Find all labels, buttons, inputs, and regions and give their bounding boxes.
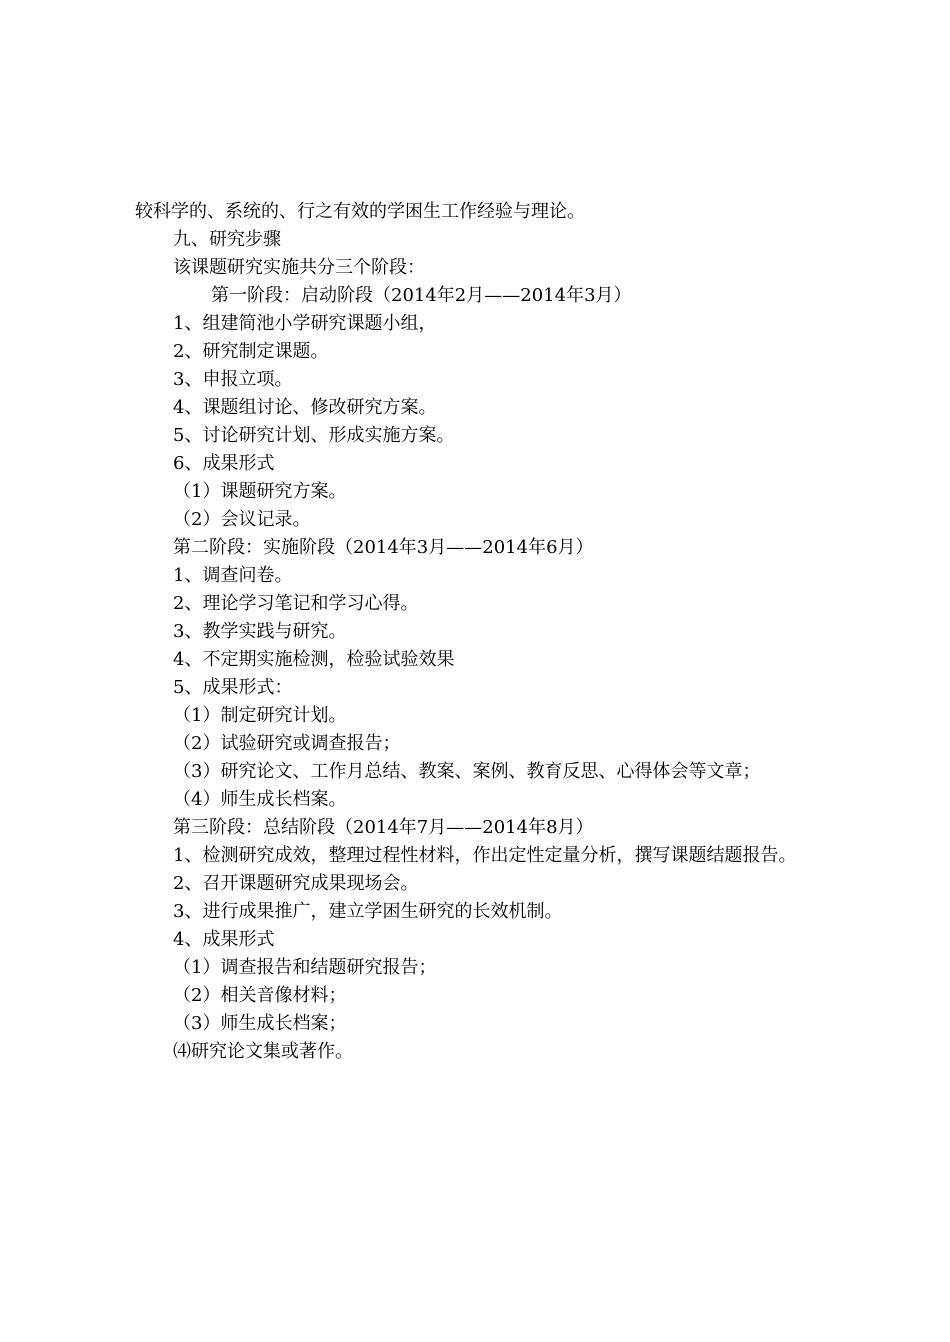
list-item: 6、成果形式 xyxy=(173,453,275,474)
stage-1-heading: 第一阶段：启动阶段（2014年2月——2014年3月） xyxy=(211,285,632,306)
list-item: 4、成果形式 xyxy=(173,929,275,950)
sub-list-item: （1）制定研究计划。 xyxy=(173,705,347,726)
list-item: 4、课题组讨论、修改研究方案。 xyxy=(173,397,437,418)
section-heading: 九、研究步骤 xyxy=(173,229,281,250)
paragraph-continuation: 较科学的、系统的、行之有效的学困生工作经验与理论。 xyxy=(135,201,585,222)
sub-list-item: （4）师生成长档案。 xyxy=(173,789,347,810)
list-item: 5、讨论研究计划、形成实施方案。 xyxy=(173,425,455,446)
sub-list-item: （1）课题研究方案。 xyxy=(173,481,347,502)
stage-3-heading: 第三阶段：总结阶段（2014年7月——2014年8月） xyxy=(173,817,594,838)
list-item: 4、不定期实施检测，检验试验效果 xyxy=(173,649,455,670)
list-item: 3、进行成果推广，建立学困生研究的长效机制。 xyxy=(173,901,563,922)
sub-list-item: （2）试验研究或调查报告； xyxy=(173,733,401,754)
list-item: 2、理论学习笔记和学习心得。 xyxy=(173,593,419,614)
list-item: 5、成果形式： xyxy=(173,677,293,698)
list-item: 3、申报立项。 xyxy=(173,369,293,390)
list-item: 3、教学实践与研究。 xyxy=(173,621,347,642)
list-item: 2、召开课题研究成果现场会。 xyxy=(173,873,419,894)
sub-list-item: （2）会议记录。 xyxy=(173,509,311,530)
intro-line: 该课题研究实施共分三个阶段： xyxy=(173,257,425,278)
list-item: 2、研究制定课题。 xyxy=(173,341,329,362)
list-item: 1、检测研究成效，整理过程性材料，作出定性定量分析，撰写课题结题报告。 xyxy=(173,845,797,866)
sub-list-item: ⑷研究论文集或著作。 xyxy=(173,1041,353,1062)
stage-2-heading: 第二阶段：实施阶段（2014年3月——2014年6月） xyxy=(173,537,594,558)
sub-list-item: （1）调查报告和结题研究报告； xyxy=(173,957,437,978)
sub-list-item: （3）师生成长档案； xyxy=(173,1013,347,1034)
sub-list-item: （2）相关音像材料； xyxy=(173,985,347,1006)
list-item: 1、调查问卷。 xyxy=(173,565,293,586)
sub-list-item: （3）研究论文、工作月总结、教案、案例、教育反思、心得体会等文章； xyxy=(173,761,761,782)
list-item: 1、组建简池小学研究课题小组， xyxy=(173,313,437,334)
